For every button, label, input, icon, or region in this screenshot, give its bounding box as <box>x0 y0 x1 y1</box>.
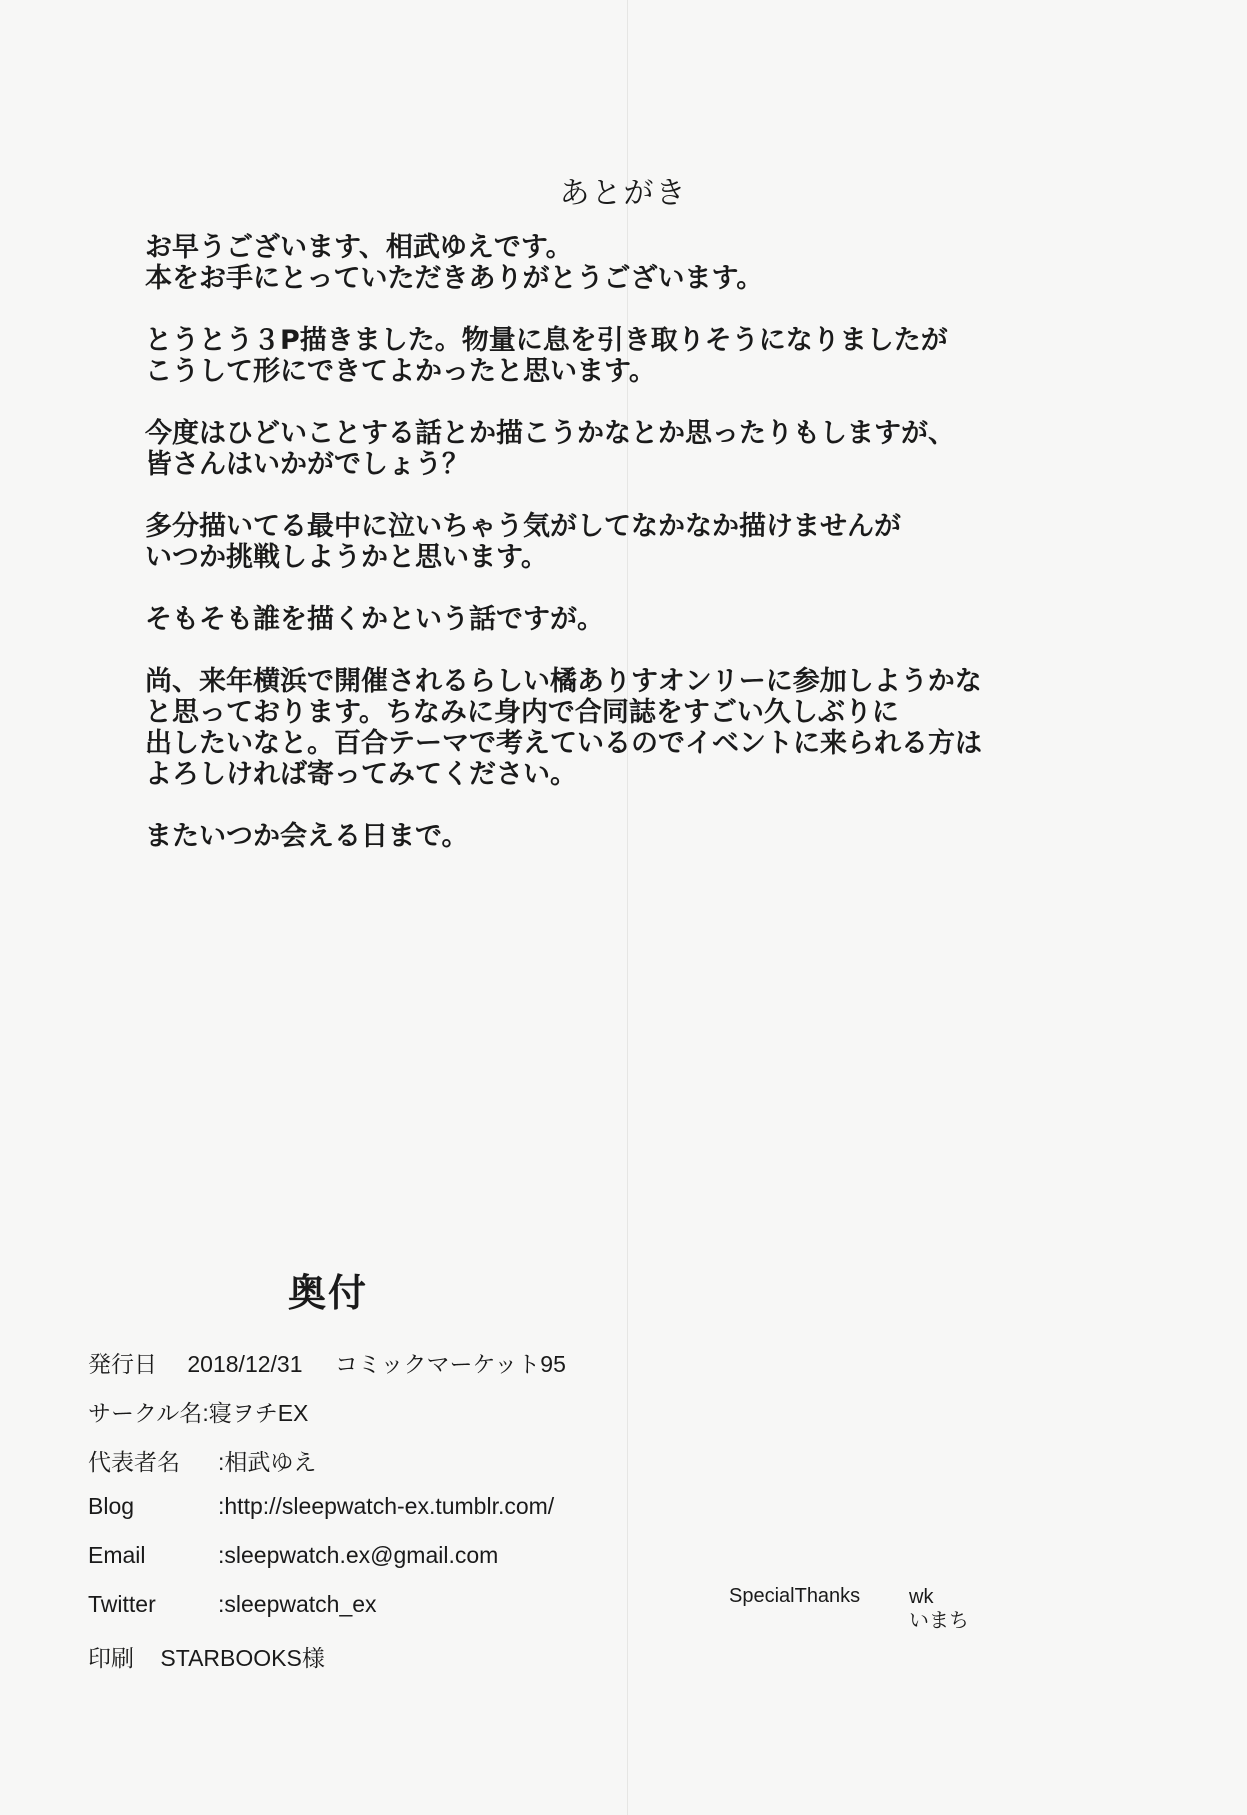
release-date: 2018/12/31 <box>187 1351 303 1377</box>
afterword-line: こうして形にできてよかったと思います。 <box>145 356 656 387</box>
release-event: コミックマーケット95 <box>334 1351 566 1377</box>
release-row <box>88 1346 566 1379</box>
afterword-line: 皆さんはいかがでしょう？ <box>145 449 469 480</box>
twitter-value: :sleepwatch_ex <box>218 1591 377 1617</box>
printer-value: STARBOOKS様 <box>160 1645 325 1671</box>
special-thanks-names <box>909 1585 969 1633</box>
colophon-title: 奥付 <box>288 1271 369 1315</box>
afterword-body <box>145 232 1105 883</box>
representative-label: 代表者名 <box>88 1449 180 1475</box>
afterword-paragraph <box>145 666 1105 790</box>
afterword-paragraph <box>145 325 1105 387</box>
twitter-row <box>88 1591 377 1618</box>
afterword-paragraph <box>145 511 1105 573</box>
afterword-line: 出したいなと。百合テーマで考えているのでイベントに来られる方は <box>145 728 982 759</box>
afterword-line: と思っております。ちなみに身内で合同誌をすごい久しぶりに <box>145 697 899 728</box>
special-thanks-name: wk <box>909 1586 934 1608</box>
circle-row <box>88 1395 308 1428</box>
afterword-paragraph <box>145 604 1105 635</box>
special-thanks <box>729 1585 969 1632</box>
representative-row <box>88 1444 316 1477</box>
afterword-line: 本をお手にとっていただきありがとうございます。 <box>145 263 764 294</box>
afterword-line: 尚、来年横浜で開催されるらしい橘ありすオンリーに参加しようかな <box>145 666 982 697</box>
afterword-line: よろしければ寄ってみてください。 <box>145 759 577 790</box>
blog-row <box>88 1493 554 1520</box>
afterword-paragraph <box>145 232 1105 294</box>
email-value: :sleepwatch.ex@gmail.com <box>218 1542 499 1568</box>
afterword-paragraph <box>145 821 1105 852</box>
representative-value: :相武ゆえ <box>218 1449 317 1475</box>
afterword-line: お早うございます、相武ゆえです。 <box>145 232 573 263</box>
circle-value: :寝ヲチEX <box>202 1400 309 1426</box>
afterword-title: あとがき <box>559 176 688 211</box>
release-label: 発行日 <box>88 1351 157 1377</box>
special-thanks-name: いまち <box>909 1610 969 1632</box>
email-row <box>88 1542 498 1569</box>
afterword-line: 今度はひどいことする話とか描こうかなとか思ったりもしますが、 <box>145 418 955 449</box>
blog-value: :http://sleepwatch-ex.tumblr.com/ <box>218 1493 555 1519</box>
circle-label: サークル名 <box>88 1400 203 1426</box>
afterword-line: いつか挑戦しようかと思います。 <box>145 542 548 573</box>
afterword-line: そもそも誰を描くかという話ですが。 <box>145 604 604 635</box>
twitter-label: Twitter <box>88 1591 156 1617</box>
afterword-paragraph <box>145 418 1105 480</box>
afterword-line: とうとう３P描きました。物量に息を引き取りそうになりましたが <box>145 325 948 356</box>
afterword-line: 多分描いてる最中に泣いちゃう気がしてなかなか描けませんが <box>145 511 901 542</box>
afterword-line: またいつか会える日まで。 <box>145 821 469 852</box>
printer-label: 印刷 <box>88 1645 134 1671</box>
special-thanks-label: SpecialThanks <box>729 1585 861 1607</box>
blog-label: Blog <box>88 1493 135 1519</box>
email-label: Email <box>88 1542 146 1568</box>
printer-row <box>88 1640 325 1673</box>
